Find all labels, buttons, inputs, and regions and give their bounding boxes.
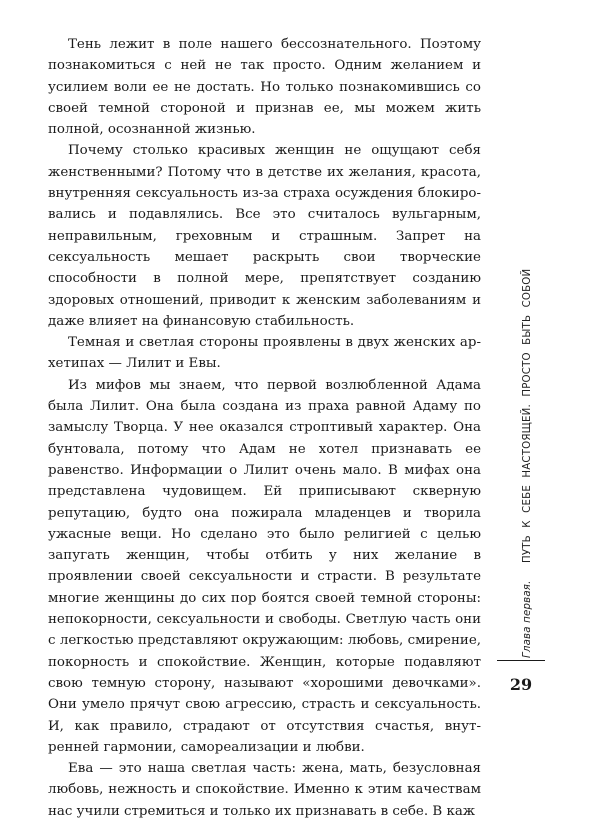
paragraph: Тень лежит в поле нашего бессознательного. Поэтому познакомиться с ней не так просто. Одним желанием и усилием воли ее не достать. Но только познакомившись со своей темной стороной и признав ее, мы можем жить полной, осознанной жизнью. <box>48 37 481 138</box>
paragraph: Ева — это наша светлая часть: жена, мать, безусловная любовь, нежность и спокойствие. Именно к этим качествам нас учили стремиться и только их признавать в себе. В каж <box>48 761 481 819</box>
body-text <box>48 34 481 822</box>
chapter-label: Глава первая. <box>522 580 533 658</box>
running-head <box>522 269 533 658</box>
folio-rule <box>497 660 545 661</box>
book-title: ПУТЬ К СЕБЕ НАСТОЯЩЕЙ. ПРОСТО БЫТЬ СОБОЙ <box>522 268 533 564</box>
paragraph: Из мифов мы знаем, что первой возлюбленной Адама была Лилит. Она была создана из праха равной Адаму по замыслу Творца. У нее оказался строптивый характер. Она бунтовала, потому что Адам не хотел признавать ее равенство. Информации о Лилит очень мало. В мифах она представлена чудовищем. Ей приписывают скверную репутацию, будто она пожирала младенцев и творила ужасные вещи. Но сделано это было религией с целью запугать женщин, чтобы отбить у них желание в проявлении своей сексуальности и страсти. В результате многие женщины до сих пор боятся своей темной стороны: непокорности, сексуальности и свободы. Светлую часть они с легкостью представляют окружающим: любовь, смирение, покорность и спокойствие. Женщин, которые подавляют свою темную сторону, называют «хорошими девочками». Они умело прячут свою агрессию, страсть и сексуальность. И, как правило, страдают от отсутствия счастья, внутренней гармонии, самореализации и любви. <box>48 377 481 755</box>
page-number: 29 <box>509 675 533 694</box>
paragraph: Темная и светлая стороны проявлены в двух женских архетипах — Лилит и Евы. <box>48 335 481 372</box>
paragraph: Почему столько красивых женщин не ощущают себя женственными? Потому что в детстве их желания, красота, внутренняя сексуальность из-за страха осуждения блокировались и подавлялись. Все это считалось вульгарным, неправильным, греховным и страшным. Запрет на сексуальность мешает раскрыть свои творческие способности в полной мере, препятствует созданию здоровых отношений, приводит к женским заболеваниям и даже влияет на финансовую стабильность. <box>48 143 481 329</box>
